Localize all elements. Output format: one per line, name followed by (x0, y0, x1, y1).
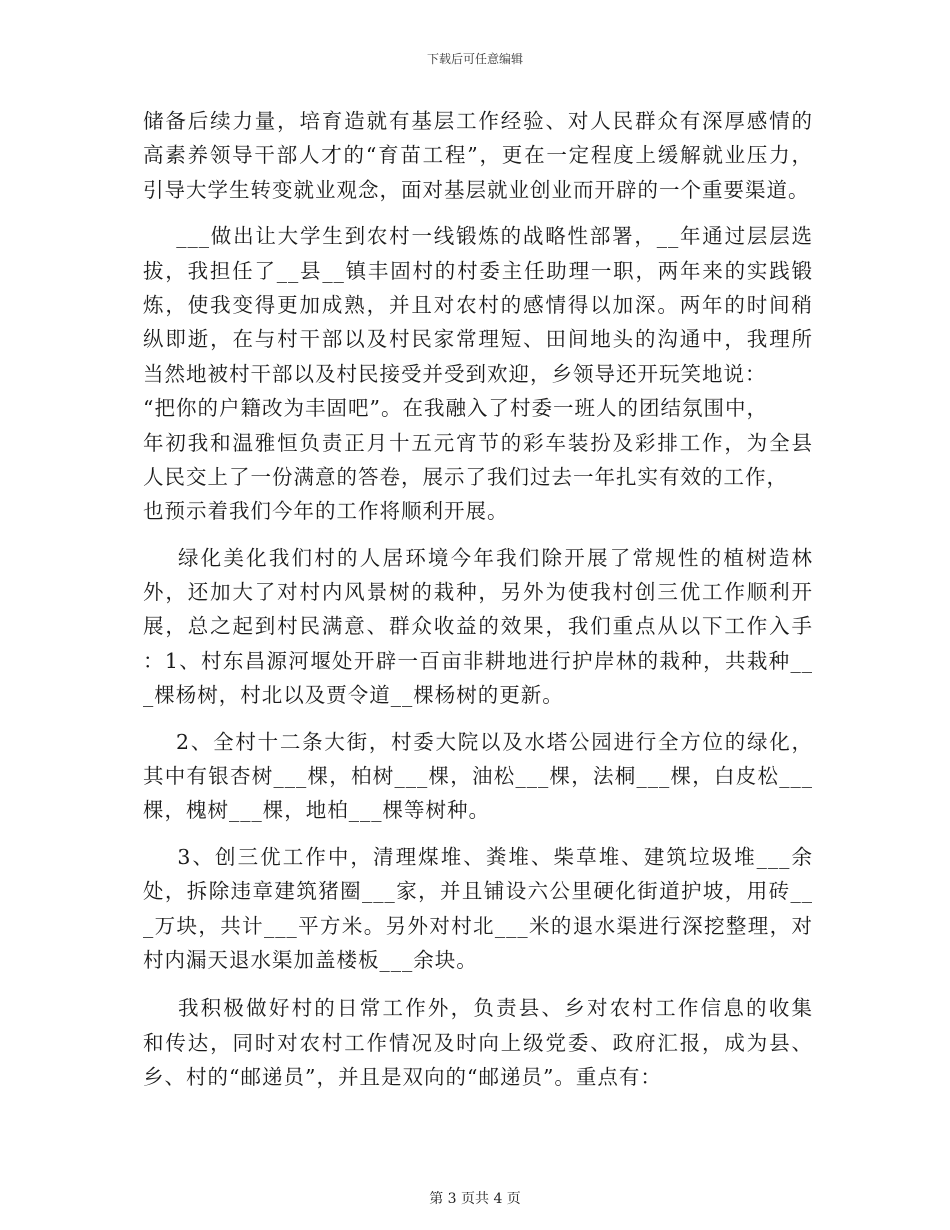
text-line: 村内漏天退水渠加盖楼板___余块。 (143, 947, 478, 972)
paragraph (143, 725, 813, 828)
text-line: ___做出让大学生到农村一线锻炼的战略性部署，__年通过层层选 (143, 224, 813, 249)
text-line: 也预示着我们今年的工作将顺利开展。 (143, 499, 509, 524)
text-line: 棵，槐树___棵，地柏___棵等树种。 (143, 798, 490, 823)
text-line: 炼，使我变得更加成熟，并且对农村的感情得以加深。两年的时间稍 (143, 292, 813, 317)
text-line: _万块，共计___平方米。另外对村北___米的退水渠进行深挖整理，对 (143, 913, 813, 938)
text-line: 高素养领导干部人才的“育苗工程”，更在一定程度上缓解就业压力， (143, 143, 813, 168)
paragraph (143, 991, 813, 1094)
text-line: 年初我和温雅恒负责正月十五元宵节的彩车装扮及彩排工作，为全县 (143, 430, 813, 455)
text-line: 引导大学生转变就业观念，面对基层就业创业而开辟的一个重要渠道。 (143, 177, 810, 202)
paragraph (143, 840, 813, 978)
text-line: “把你的户籍改为丰固吧”。在我融入了村委一班人的团结氛围中， (143, 396, 768, 421)
text-line: 我积极做好村的日常工作外，负责县、乡对农村工作信息的收集 (143, 996, 813, 1021)
page-footer: 第 3 页共 4 页 (429, 1191, 521, 1207)
text-line: 和传达，同时对农村工作情况及时向上级党委、政府汇报，成为县、 (143, 1030, 813, 1055)
text-line: 绿化美化我们村的人居环境今年我们除开展了常规性的植树造林 (143, 545, 813, 570)
text-line: 人民交上了一份满意的答卷，展示了我们过去一年扎实有效的工作， (143, 464, 788, 489)
text-line: 处，拆除违章建筑猪圈___家，并且铺设六公里硬化街道护坡，用砖__ (143, 879, 813, 904)
text-line: ：1、村东昌源河堰处开辟一百亩非耕地进行护岸林的栽种，共栽种__ (143, 648, 813, 673)
document-body (143, 104, 813, 1095)
page-header: 下载后可任意编辑 (426, 52, 523, 66)
text-line: 其中有银杏树___棵，柏树___棵，油松___棵，法桐___棵，白皮松___ (143, 764, 813, 789)
paragraph (143, 104, 813, 207)
text-line: 拔，我担任了__县__镇丰固村的村委主任助理一职，两年来的实践锻 (143, 258, 813, 283)
text-line: 外，还加大了对村内风景树的栽种，另外为使我村创三优工作顺利开 (143, 580, 813, 605)
text-line: 乡、村的“邮递员”，并且是双向的“邮递员”。重点有： (143, 1065, 662, 1090)
paragraph (143, 541, 813, 713)
text-line: 当然地被村干部以及村民接受并受到欢迎，乡领导还开玩笑地说： (143, 361, 767, 386)
text-line: _棵杨树，村北以及贾令道__棵杨树的更新。 (143, 683, 564, 708)
text-line: 3、创三优工作中，清理煤堆、粪堆、柴草堆、建筑垃圾堆___余 (143, 844, 813, 869)
text-line: 纵即逝，在与村干部以及村民家常理短、田间地头的沟通中，我理所 (143, 327, 813, 352)
text-line: 2、全村十二条大街，村委大院以及水塔公园进行全方位的绿化， (143, 729, 813, 754)
text-line: 储备后续力量，培育造就有基层工作经验、对人民群众有深厚感情的 (143, 109, 813, 133)
paragraph (143, 219, 813, 529)
text-line: 展，总之起到村民满意、群众收益的效果，我们重点从以下工作入手 (143, 614, 813, 639)
